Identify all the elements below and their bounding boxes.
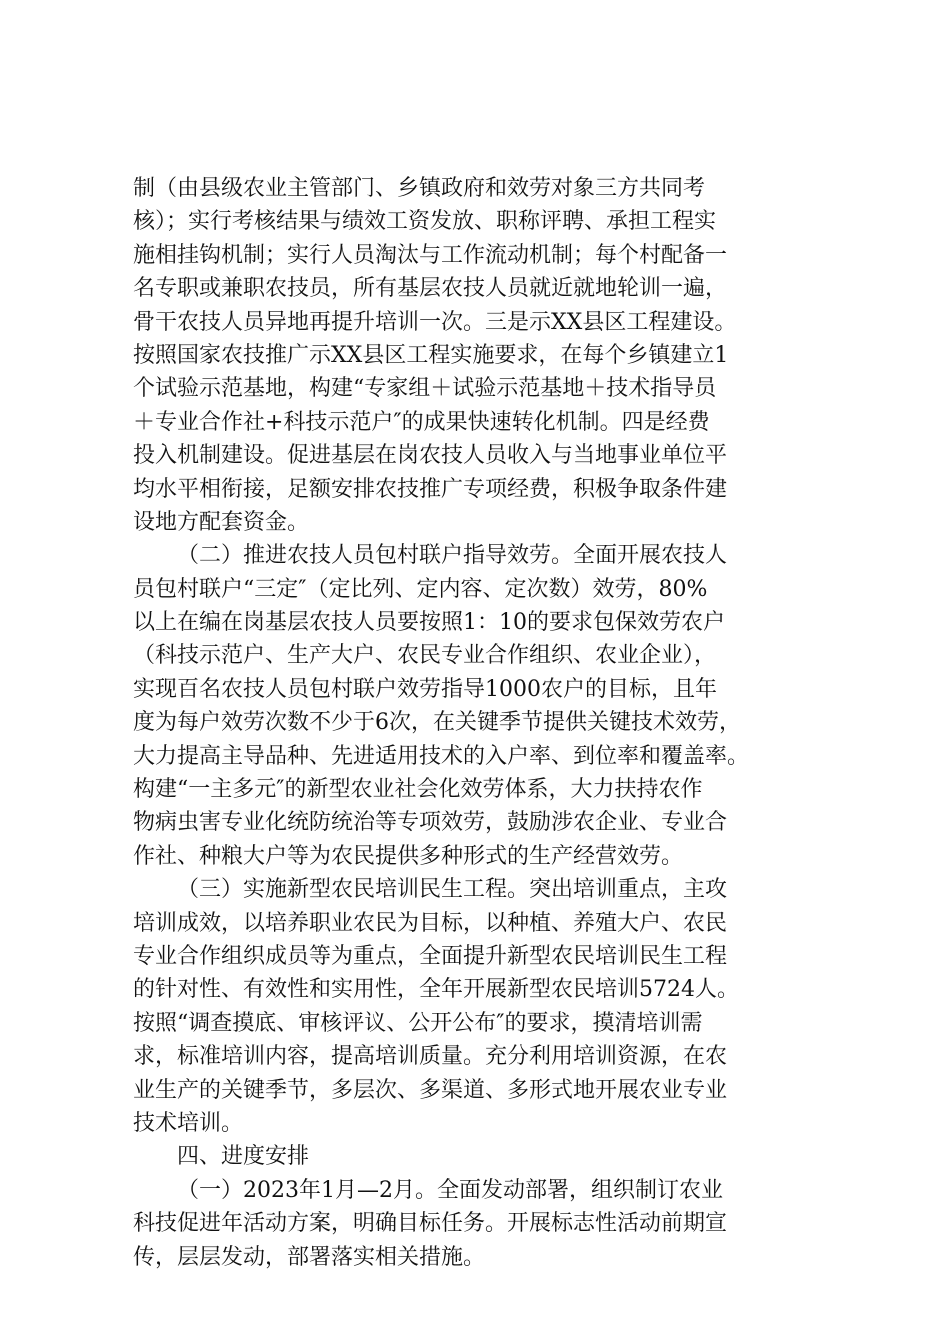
text-line: 科技促进年活动方案，明确目标任务。开展标志性活动前期宣 (133, 1211, 728, 1237)
text-line: 技术培训。 (133, 1110, 244, 1136)
text-line: 物病虫害专业化统防统治等专项效劳，鼓励涉农企业、专业合 (133, 810, 728, 836)
text-line: 员包村联户“三定″（定比列、定内容、定次数）效劳，80% (133, 576, 708, 602)
document-body (133, 172, 843, 1274)
text-line: 个试验示范基地，构建“专家组＋试验示范基地＋技术指导员 (133, 376, 717, 402)
text-line: 按照“调查摸底、审核评议、公开公布″的要求，摸清培训需 (133, 1010, 703, 1036)
text-line: 投入机制建设。促进基层在岗农技人员收入与当地事业单位平 (133, 443, 728, 469)
text-line: （科技示范户、生产大户、农民专业合作组织、农业企业）， (133, 643, 717, 669)
text-line: 实现百名农技人员包村联户效劳指导1000农户的目标，且年 (133, 676, 717, 702)
text-line: 度为每户效劳次数不少于6次，在关键季节提供关键技术效劳， (133, 710, 741, 736)
text-line: 以上在编在岗基层农技人员要按照1：10的要求包保效劳农户 (133, 610, 725, 636)
text-line: 骨干农技人员异地再提升培训一次。三是示XX县区工程建设。 (133, 309, 737, 335)
text-line: 四、进度安排 (177, 1144, 310, 1170)
text-line: （二）推进农技人员包村联户指导效劳。全面开展农技人 (177, 543, 728, 569)
text-line: 施相挂钩机制；实行人员淘汰与工作流动机制；每个村配备一 (133, 242, 728, 268)
text-line: （三）实施新型农民培训民生工程。突出培训重点，主攻 (177, 877, 728, 903)
text-line: 名专职或兼职农技员，所有基层农技人员就近就地轮训一遍， (133, 276, 728, 302)
text-line: 大力提高主导品种、先进适用技术的入户率、到位率和覆盖率。 (133, 743, 750, 769)
text-line: 制（由县级农业主管部门、乡镇政府和效劳对象三方共同考 (133, 176, 706, 201)
text-line: 核）；实行考核结果与绩效工资发放、职称评聘、承担工程实 (133, 209, 717, 235)
text-line: 求，标准培训内容，提高培训质量。充分利用培训资源，在农 (133, 1044, 728, 1070)
text-line: 均水平相衔接，足额安排农技推广专项经费，积极争取条件建 (133, 476, 728, 502)
text-line: 按照国家农技推广示XX县区工程实施要求，在每个乡镇建立1 (133, 342, 729, 368)
text-line: 培训成效，以培养职业农民为目标，以种植、养殖大户、农民 (133, 910, 728, 936)
text-line: 传，层层发动，部署落实相关措施。 (133, 1244, 486, 1270)
text-line: 设地方配套资金。 (133, 509, 310, 535)
text-line: 作社、种粮大户等为农民提供多种形式的生产经营效劳。 (133, 843, 684, 869)
text-line: ＋专业合作社+科技示范户″的成果快速转化机制。四是经费 (133, 409, 710, 435)
text-line: 构建“一主多元″的新型农业社会化效劳体系，大力扶持农作 (133, 777, 703, 803)
text-line: 业生产的关键季节，多层次、多渠道、多形式地开展农业专业 (133, 1077, 728, 1103)
text-line: 专业合作组织成员等为重点，全面提升新型农民培训民生工程 (133, 943, 728, 969)
text-line: 的针对性、有效性和实用性，全年开展新型农民培训5724人。 (133, 977, 739, 1003)
text-line: （一）2023年1月—2月。全面发动部署，组织制订农业 (177, 1177, 723, 1203)
